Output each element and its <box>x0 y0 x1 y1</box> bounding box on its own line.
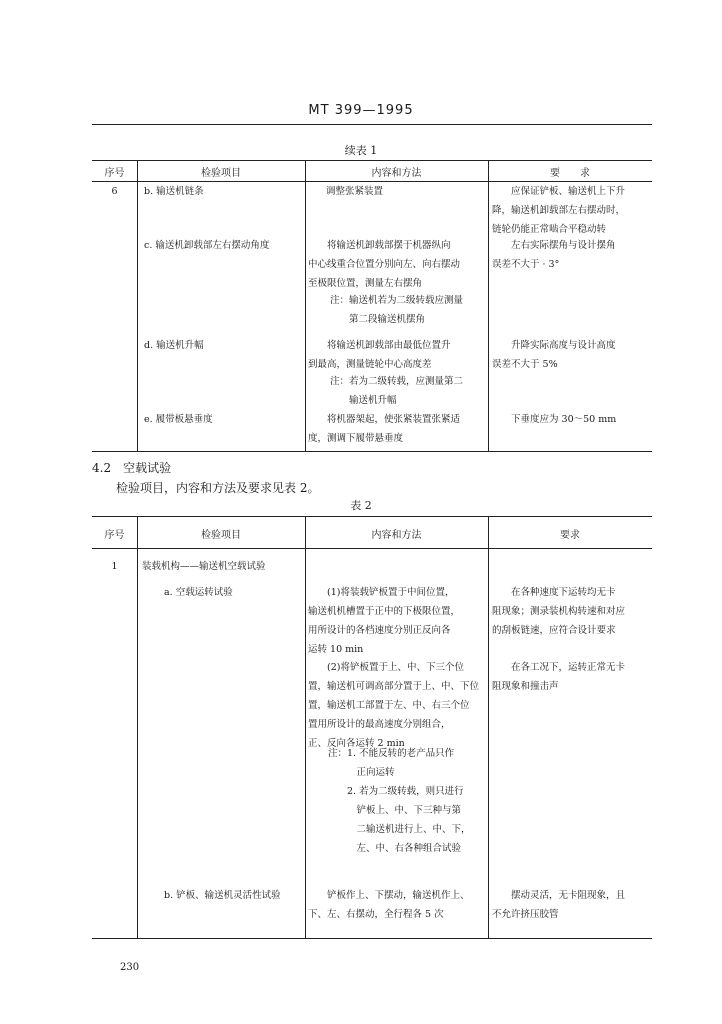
table2-requirement: 在各工况下，运转正常无卡 阻现象和撞击声 <box>492 662 626 692</box>
table1-header-method: 内容和方法 <box>371 168 422 179</box>
table1-requirement: 升降实际高度与设计高度 误差不大于 5% <box>492 340 616 370</box>
table1-top-border <box>92 160 652 161</box>
table2-header-item: 检验项目 <box>201 530 241 541</box>
table2-bottom-border <box>92 938 652 939</box>
table2-header-seq: 序号 <box>104 530 125 541</box>
table1-method: 将机器架起，使张紧装置张紧适 度，测调下履带悬垂度 <box>308 414 461 444</box>
document-id: MT 399—1995 <box>308 103 414 118</box>
table2-col-divider <box>305 516 306 938</box>
table2-group-label: 装载机构——输送机空载试验 <box>142 561 266 572</box>
table2-item: b. 铲板、输送机灵活性试验 <box>164 890 281 901</box>
table2-note: 注：1. 不能反转的老产品只作 正向运转 2. 若为二级转载，则只进行 铲板上、中、下三种与第 二输送机进行上、中、下， 左、中、右各种组合试验 <box>328 748 471 854</box>
table2-requirement: 在各种速度下运转均无卡 阻现象；测录装机构转速和对应 的刮板链速，应符合设计要求 <box>492 587 626 636</box>
table1-requirement: 左右实际摆角与设计摆角 误差不大于 · 3° <box>492 240 616 270</box>
table2-top-border <box>92 516 652 517</box>
table2-seq: 1 <box>111 561 118 572</box>
table1-col-divider <box>488 160 489 451</box>
table1-method: 调整张紧装置 <box>326 186 384 197</box>
table1-method: 将输送机卸载部摆于机器纵向 中心线重合位置分别向左、向右摆动 至极限位置，测量左右摆角 <box>308 240 461 289</box>
table1-requirement: 应保证铲板、输送机上下升 降，输送机卸载部左右摆动时， 链轮仍能正常啮合平稳动转 <box>492 186 626 235</box>
table2-method: 铲板作上、下摆动，输送机作上、 下、左、右摆动，全行程各 5 次 <box>308 890 470 920</box>
table1-col-divider <box>137 160 138 451</box>
table1-header-requirement: 要 求 <box>550 168 590 179</box>
header-rule <box>92 124 652 125</box>
table1-item: b. 输送机链条 <box>144 186 204 197</box>
table1-bottom-border <box>92 451 652 452</box>
table1-caption: 续表 1 <box>344 144 378 157</box>
table2-method: (1)将装载铲板置于中间位置， 输送机机槽置于正中的下极限位置， 用所设计的各档速度分别正反向各 运转 10 min <box>308 587 461 655</box>
table1-note: 注：输送机若为二级转载应测量 第二段输送机摆角 <box>330 295 464 325</box>
table1-requirement: 下垂度应为 30～50 mm <box>492 414 617 425</box>
table1-item: d. 输送机升幅 <box>144 340 204 351</box>
section-text: 检验项目，内容和方法及要求见表 2。 <box>116 481 320 495</box>
table2-header-requirement: 要求 <box>560 530 580 541</box>
table1-method: 将输送机卸载部由最低位置升 到最高，测量链轮中心高度差 <box>308 340 451 370</box>
table2-method: (2)将铲板置于上、中、下三个位 置，输送机可调高部分置于上、中、下位 置，输送机工部置于左、中、右三个位 置用所设计的最高速度分别组合， 正、反向各运转 2 min <box>308 662 480 749</box>
table2-header-divider <box>92 548 652 549</box>
table2-header-method: 内容和方法 <box>371 530 422 541</box>
page-number: 230 <box>120 962 140 973</box>
table2-col-divider <box>137 516 138 938</box>
table1-col-divider <box>305 160 306 451</box>
table2-col-divider <box>488 516 489 938</box>
table1-seq: 6 <box>111 186 118 197</box>
table1-header-item: 检验项目 <box>201 168 241 179</box>
section-title: 4.2 空载试验 <box>92 461 172 475</box>
table2-item: a. 空载运转试验 <box>164 587 233 598</box>
table2-requirement: 摆动灵活，无卡阻现象，且 不允许挤压胶管 <box>492 890 626 920</box>
table2-caption: 表 2 <box>350 499 372 512</box>
table1-header-seq: 序号 <box>104 168 125 179</box>
table1-item: c. 输送机卸载部左右摆动角度 <box>144 240 270 251</box>
table1-item: e. 履带板悬垂度 <box>144 414 213 425</box>
table1-note: 注：若为二级转载，应测量第二 输送机升幅 <box>330 376 464 406</box>
